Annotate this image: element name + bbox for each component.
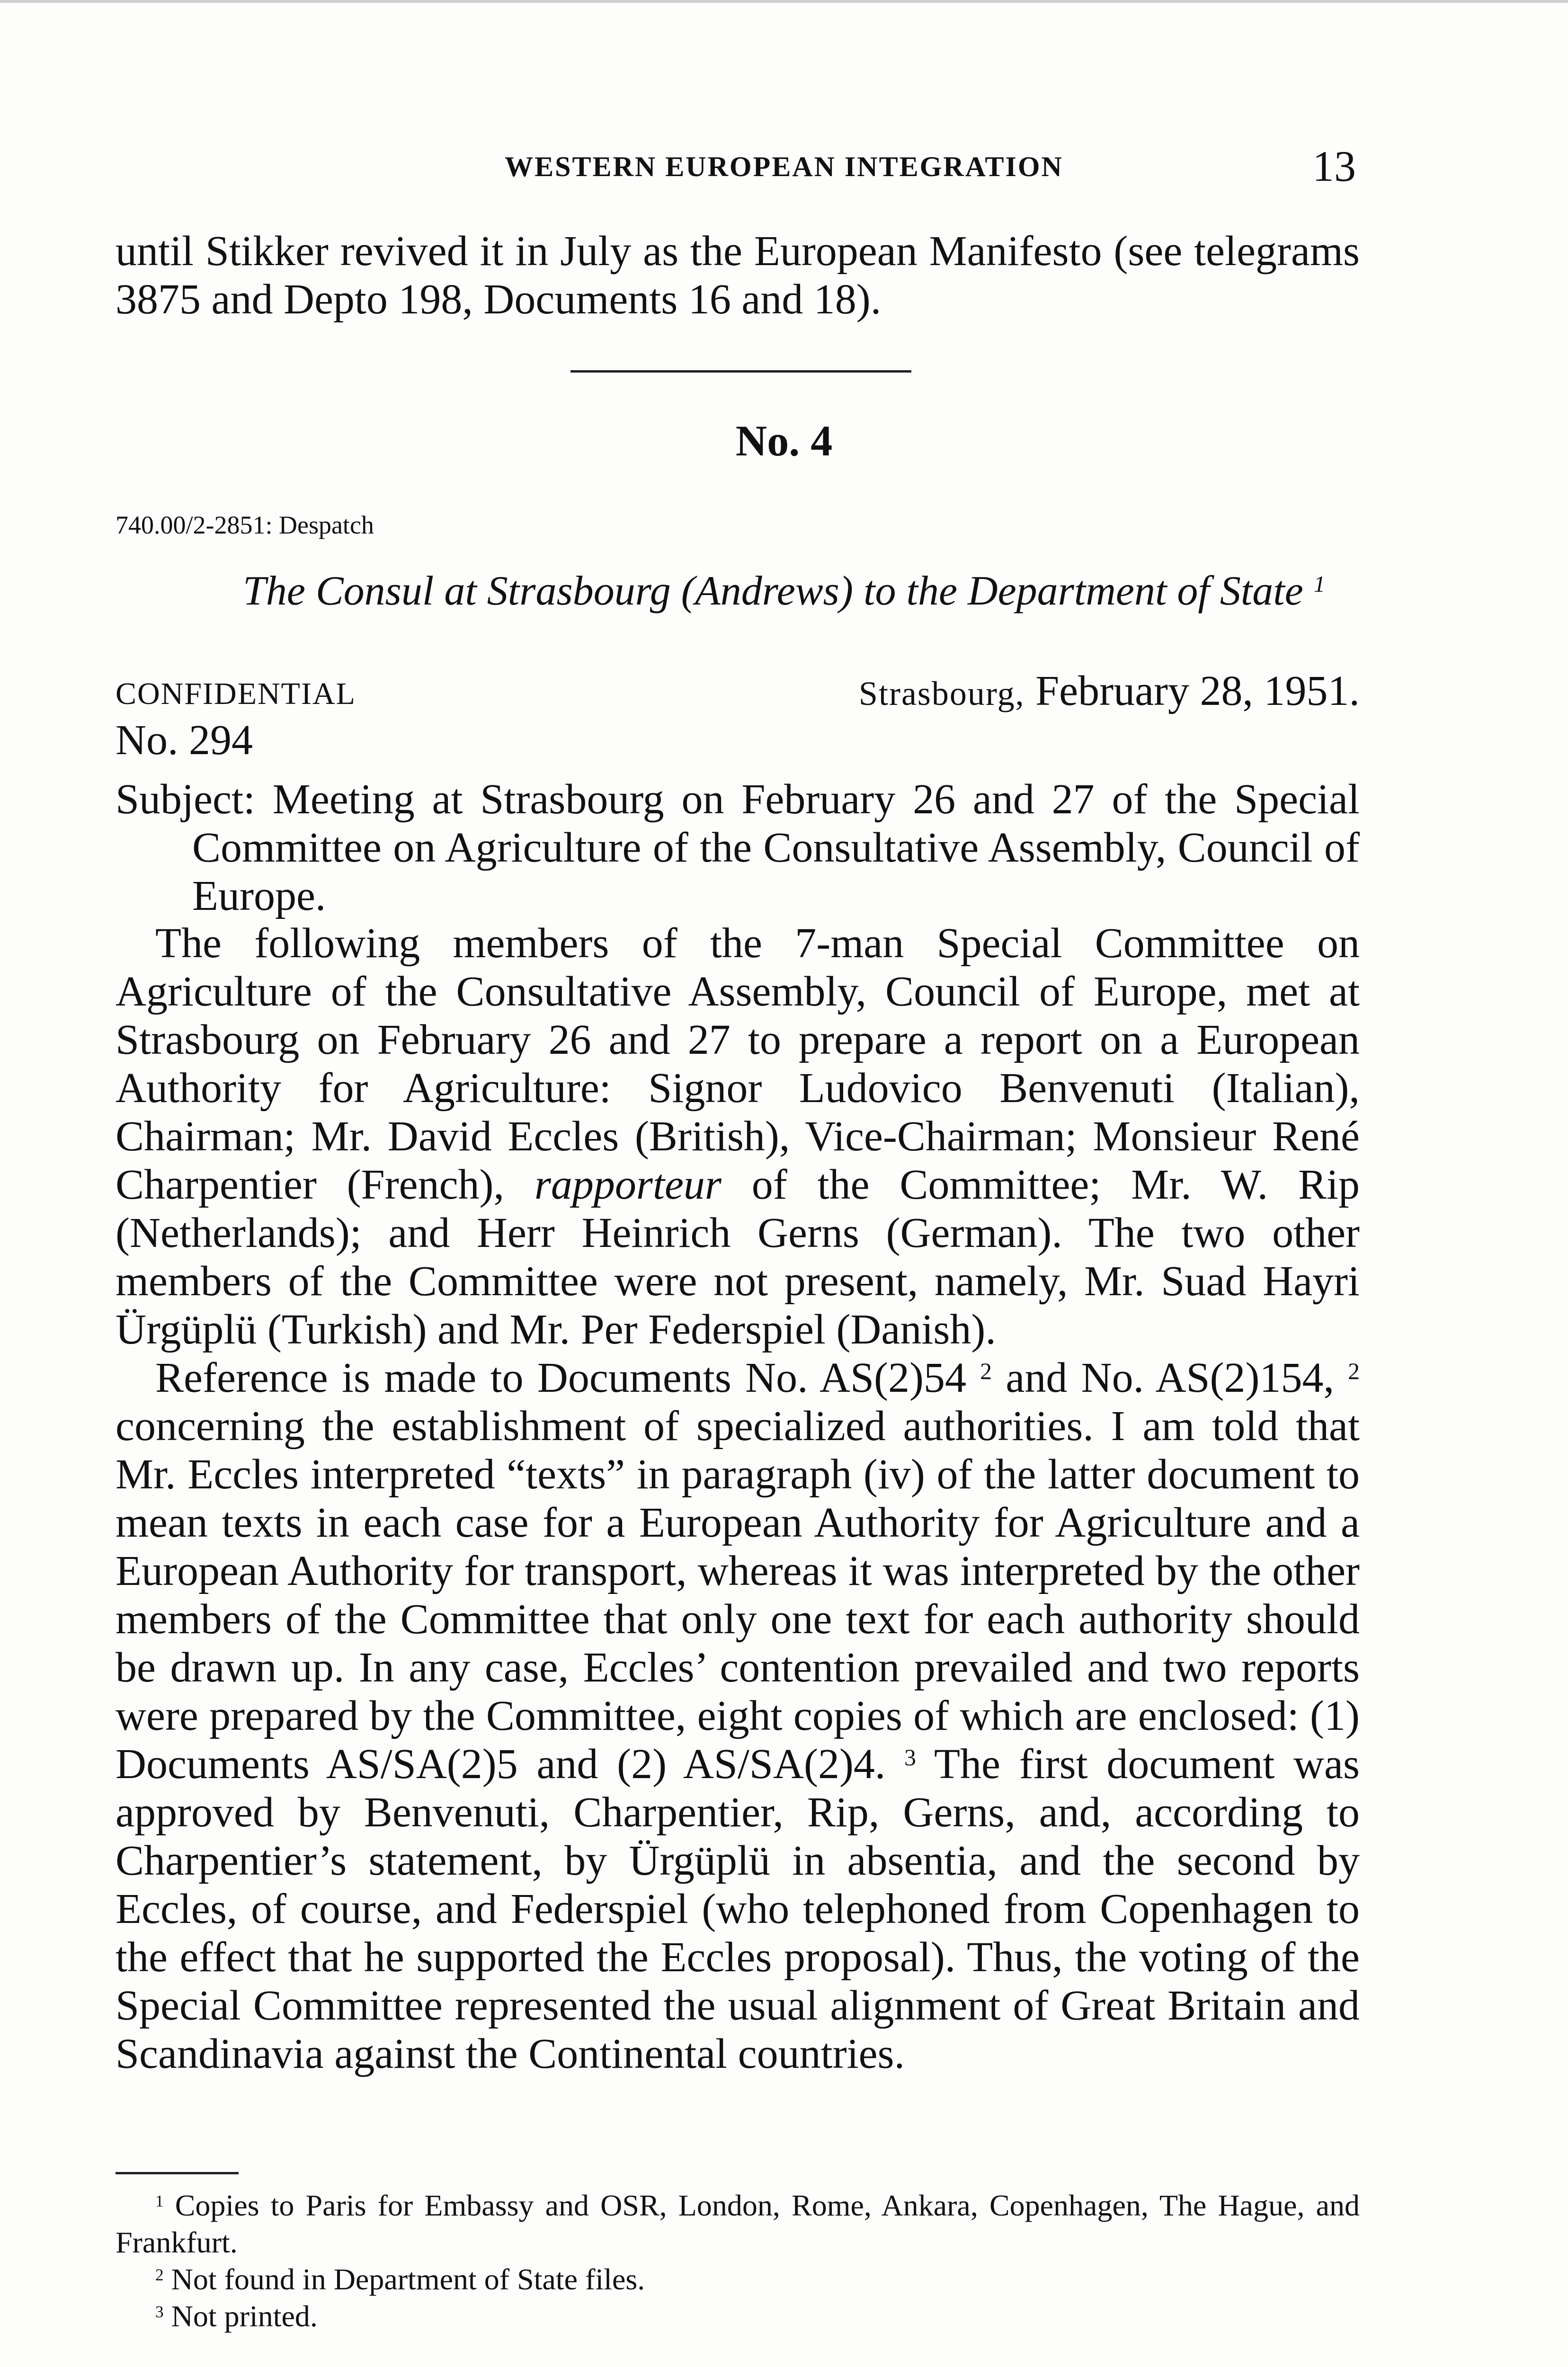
subject-line: Subject: Meeting at Strasbourg on February 26 and 27 of the Special Committee on Agriculture of the Consultative Assembly, Council of Europe.	[116, 776, 1360, 919]
paragraph-text: of the Committee; Mr. W. Rip (Netherlands); and Herr Heinrich Gerns (German). The two other members of the Committee were not present, namely, Mr. Suad Hayri Ürgüplü (Turkish) and Mr. Per Federspiel (Danish).	[116, 1161, 1360, 1353]
top-edge-rule	[0, 0, 1568, 3]
footnote-text: Not printed.	[171, 2299, 318, 2333]
place-date-line	[859, 667, 1360, 715]
footnote-text: Not found in Department of State files.	[171, 2262, 645, 2296]
classification-label: CONFIDENTIAL	[116, 676, 356, 711]
footnote-ref: 1	[1313, 572, 1326, 597]
document-heading	[0, 567, 1568, 615]
page-number: 13	[1312, 142, 1356, 190]
running-head: WESTERN EUROPEAN INTEGRATION	[505, 151, 1063, 182]
footnote-rule	[116, 2172, 239, 2174]
paragraph-text: and No. AS(2)154,	[1006, 1354, 1334, 1401]
footnote-ref: 3	[904, 1744, 916, 1771]
date: February 28, 1951.	[1035, 667, 1360, 714]
footnote-3	[116, 2298, 1360, 2335]
section-divider	[570, 370, 911, 373]
document-number: No. 4	[735, 417, 833, 465]
footnote-text: Copies to Paris for Embassy and OSR, London, Rome, Ankara, Copenhagen, The Hague, and Frankfurt.	[116, 2189, 1360, 2259]
paragraph-text: Reference is made to Documents No. AS(2)54	[155, 1354, 966, 1401]
body-paragraph-1	[116, 919, 1360, 1354]
footnote-marker: 2	[155, 2265, 164, 2284]
place: Strasbourg,	[858, 675, 1025, 712]
paragraph-text: The first document was approved by Benvenuti, Charpentier, Rip, Gerns, and, according to Charpentier’s statement, by Ürgüplü in absentia, and the second by Eccles, of course, and Federspiel (who telephoned from Copenhagen to the effect that he supported the Eccles proposal). Thus, the voting of the Special Committee represented the usual alignment of Great Britain and Scandinavia against the Continental countries.	[116, 1741, 1360, 2077]
footnote-marker: 3	[155, 2302, 164, 2321]
paragraph-text: concerning the establishment of specialized authorities. I am told that Mr. Eccles interpreted “texts” in paragraph (iv) of the latter document to mean texts in each case for a European Authority for Agriculture and a European Authority for transport, whereas it was interpreted by the other members of the Committee that only one text for each authority should be drawn up. In any case, Eccles’ contention prevailed and two reports were prepared by the Committee, eight copies of which are enclosed: (1) Documents AS/SA(2)5 and (2) AS/SA(2)4.	[116, 1403, 1360, 1788]
italic-term: rapporteur	[534, 1161, 722, 1208]
continuation-paragraph: until Stikker revived it in July as the European Manifesto (see telegrams 3875 and Depto 198, Documents 16 and 18).	[116, 228, 1360, 323]
paragraph-text: The following members of the 7-man Special Committee on Agriculture of the Consultative Assembly, Council of Europe, met at Strasbourg on February 26 and 27 to prepare a report on a European Authority for Agriculture: Signor Ludovico Benvenuti (Italian), Chairman; Mr. David Eccles (British), Vice-Chairman; Monsieur René Charpentier (French),	[116, 920, 1360, 1208]
footnotes	[116, 2187, 1360, 2335]
footnote-1	[116, 2187, 1360, 2261]
footnote-ref: 2	[980, 1358, 992, 1384]
footnote-2	[116, 2261, 1360, 2298]
footnote-marker: 1	[155, 2191, 164, 2210]
footnote-ref: 2	[1348, 1358, 1360, 1384]
document-heading-text: The Consul at Strasbourg (Andrews) to the Department of State	[242, 568, 1303, 614]
body-paragraph-2	[116, 1354, 1360, 2078]
despatch-number: No. 294	[116, 717, 253, 764]
file-reference: 740.00/2-2851: Despatch	[116, 511, 374, 539]
